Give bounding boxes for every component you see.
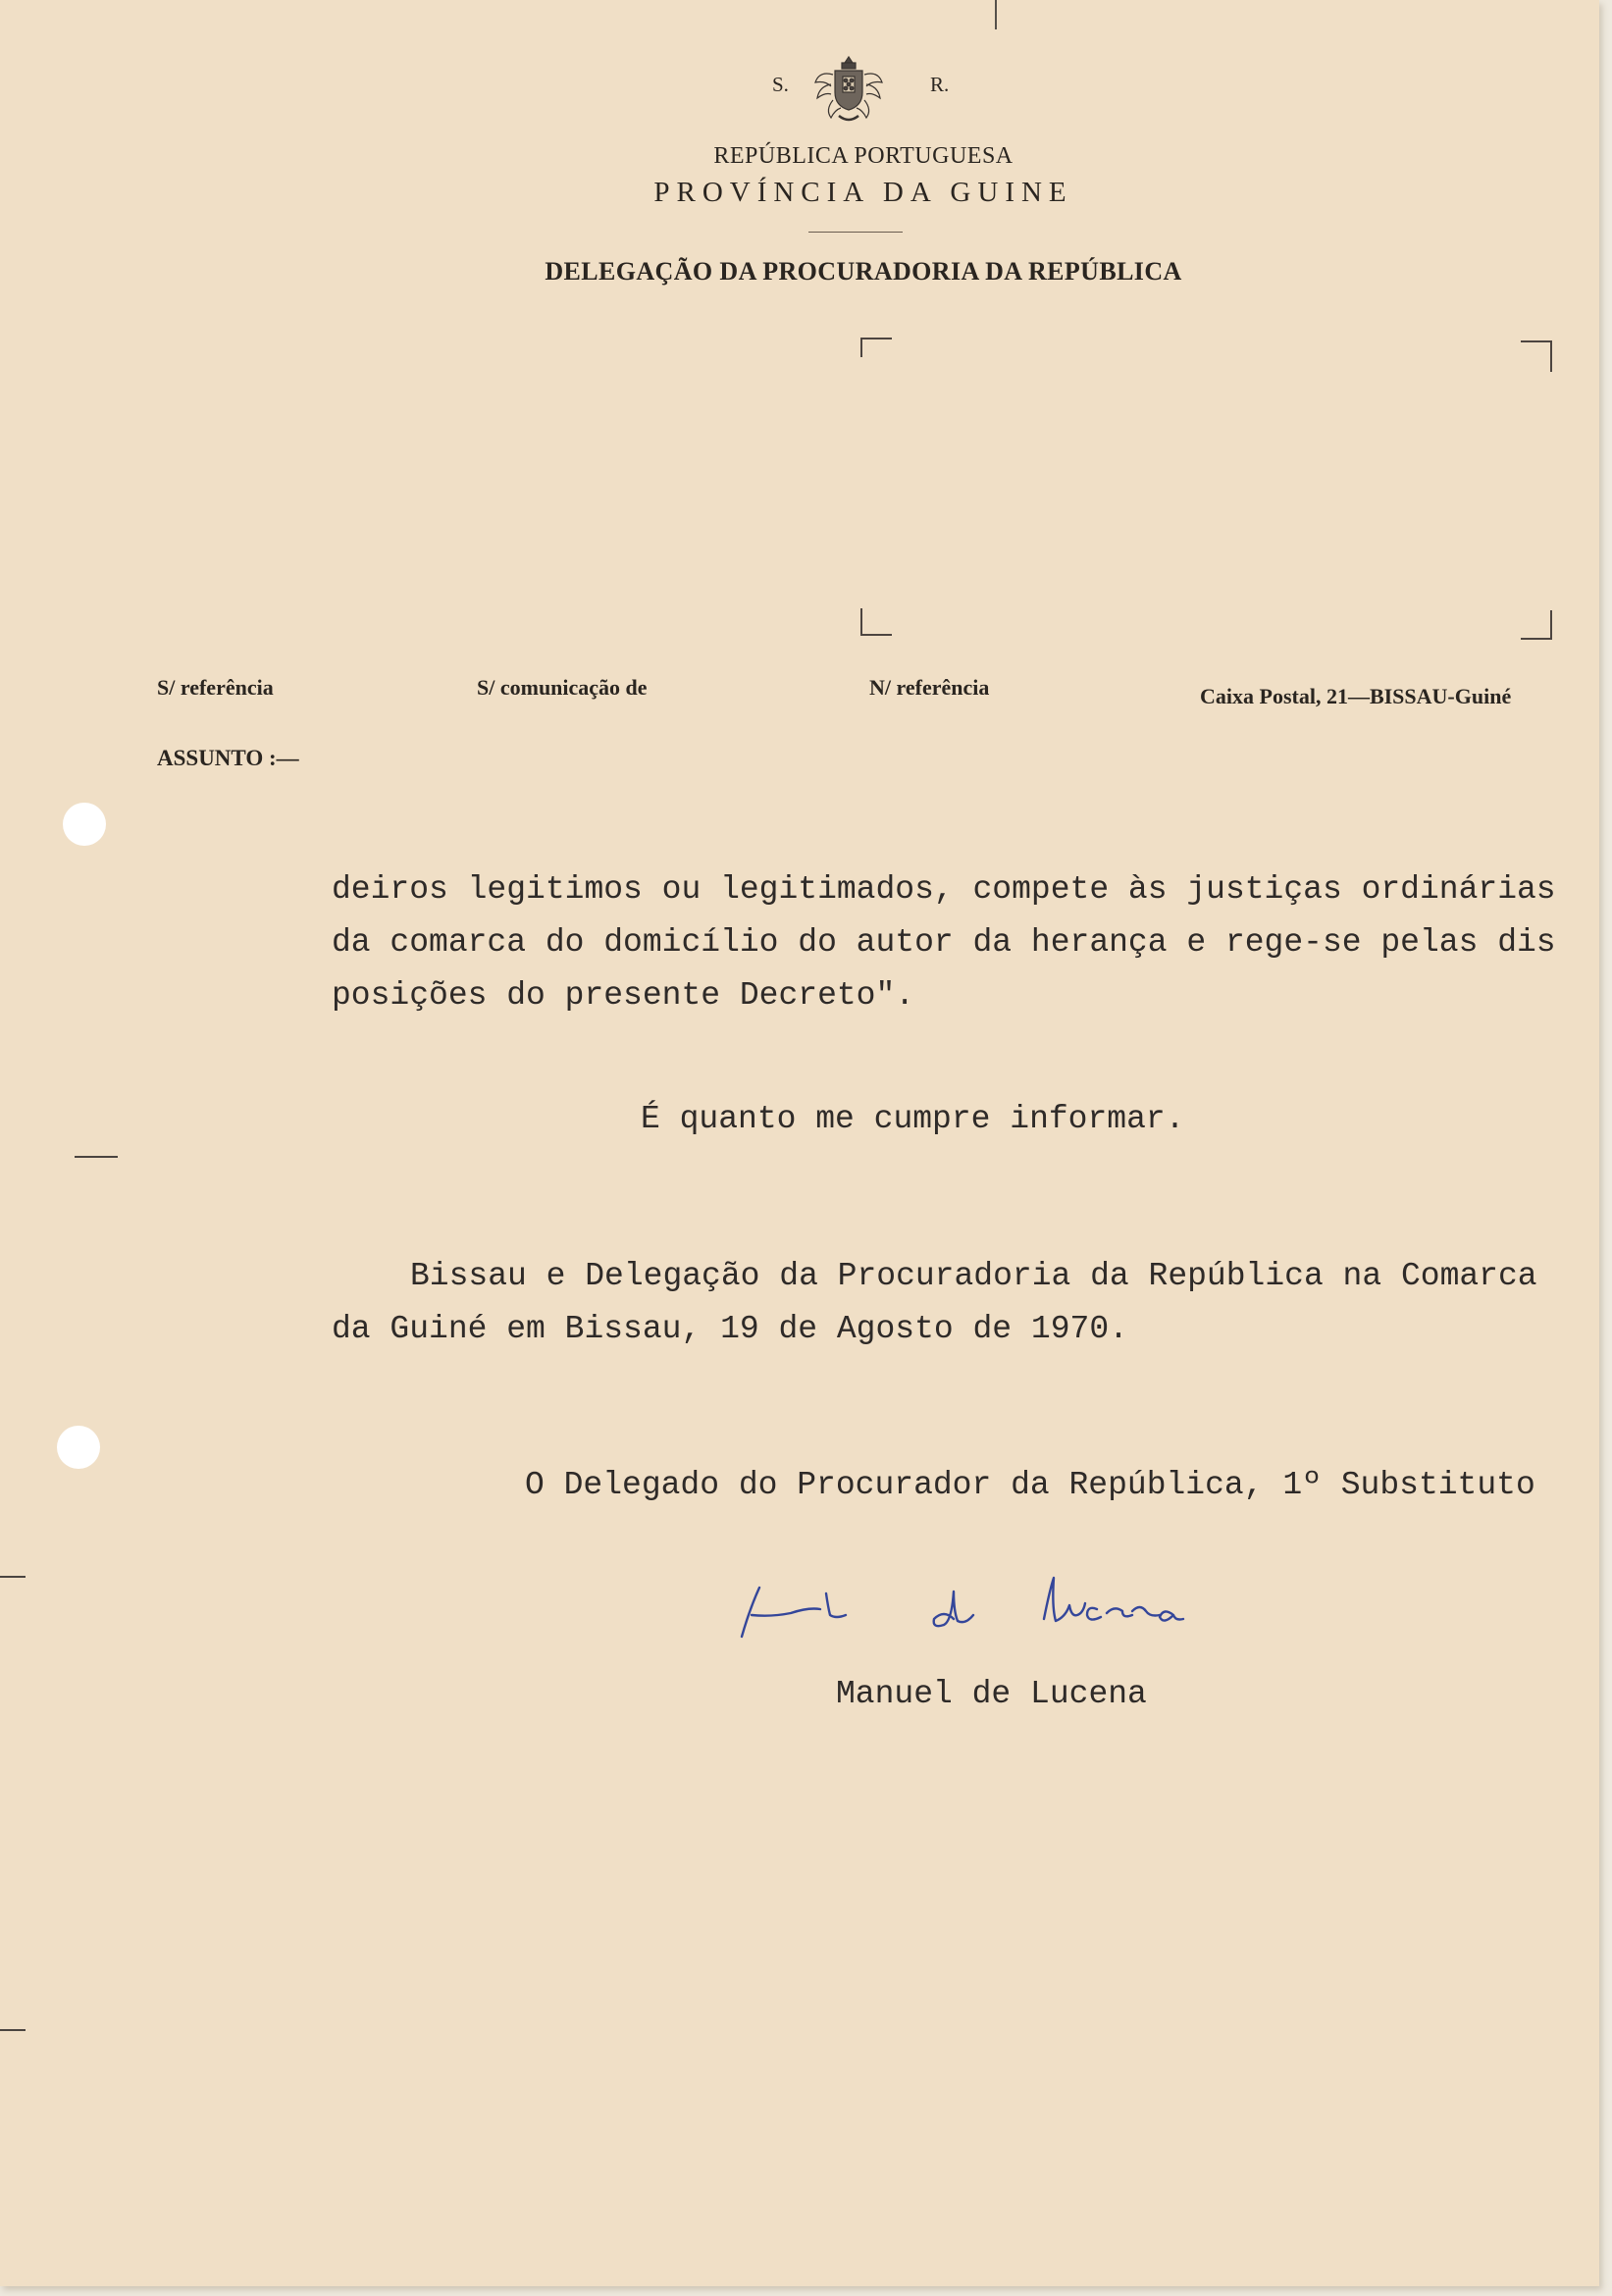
body-line-1: deiros legitimos ou legitimados, compete às justiças ordinárias (332, 871, 1556, 908)
office-heading: DELEGAÇÃO DA PROCURADORIA DA REPÚBLICA (545, 257, 1182, 286)
closing-statement: É quanto me cumpre informar. (641, 1101, 1185, 1137)
signatory-name: Manuel de Lucena (836, 1676, 1147, 1712)
n-referencia-label: N/ referência (869, 675, 990, 700)
r-letter: R. (930, 73, 950, 96)
republic-heading: REPÚBLICA PORTUGUESA (713, 143, 1014, 169)
top-edge-mark (995, 0, 997, 29)
margin-tick-fold (75, 1156, 118, 1158)
margin-tick-left-lower (0, 2029, 26, 2031)
body-line-2: da comarca do domicílio do autor da herança e rege-se pelas dis (332, 924, 1556, 961)
binder-hole-upper (63, 803, 106, 846)
binder-hole-lower (57, 1426, 100, 1469)
s-comunicacao-label: S/ comunicação de (477, 675, 648, 700)
header-divider (808, 232, 903, 233)
place-date-line-1: Bissau e Delegação da Procuradoria da República na Comarca (410, 1258, 1537, 1294)
coat-of-arms-icon (809, 51, 888, 130)
address-corner-top-right (1521, 340, 1552, 372)
body-line-3: posições do presente Decreto". (332, 977, 915, 1014)
delegate-title: O Delegado do Procurador da República, 1º Substituto (525, 1467, 1535, 1503)
address-corner-bottom-right (1521, 610, 1552, 640)
caixa-postal-address: Caixa Postal, 21—BISSAU-Guiné (1200, 684, 1512, 708)
margin-tick-left-upper (0, 1576, 26, 1578)
place-date-line-2: da Guiné em Bissau, 19 de Agosto de 1970. (332, 1311, 1128, 1347)
handwritten-signature-icon (736, 1564, 1207, 1652)
s-referencia-label: S/ referência (157, 675, 274, 700)
assunto-label: ASSUNTO :— (157, 746, 299, 770)
s-letter: S. (772, 73, 789, 96)
address-corner-top-left (860, 338, 892, 357)
province-heading: PROVÍNCIA DA GUINE (653, 177, 1073, 208)
address-corner-bottom-left (860, 608, 892, 636)
